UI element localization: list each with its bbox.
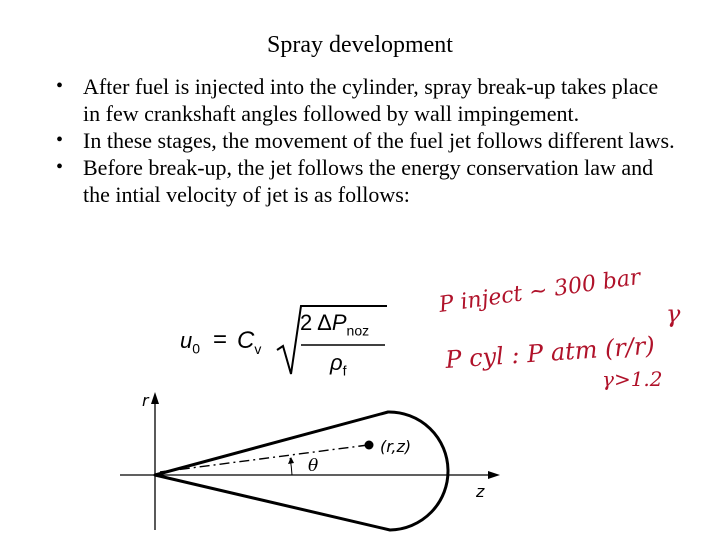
angle-label: θ xyxy=(308,456,319,476)
z-axis-label: z xyxy=(476,482,485,501)
point-label: (r,z) xyxy=(380,437,412,456)
bullet-dot-icon: • xyxy=(56,129,64,151)
bullet-dot-icon: • xyxy=(56,156,64,178)
spray-outline xyxy=(155,412,448,530)
angle-arrow-icon xyxy=(288,457,294,464)
bullet-text: Before break-up, the jet follows the energy conservation law and the intial velocity of jet is as follows: xyxy=(83,155,654,207)
z-axis-arrow-icon xyxy=(488,471,500,479)
formula-numerator: 2 $\Delta P_{noz}$ xyxy=(300,310,370,339)
bullet-text: In these stages, the movement of the fuel jet follows different laws. xyxy=(83,128,675,153)
formula-equals: = xyxy=(213,326,228,353)
formula-lhs: $u_0$ xyxy=(180,328,201,357)
handwritten-note-1: P inject ~ 300 bar xyxy=(437,264,642,318)
handwritten-notes xyxy=(436,265,681,391)
handwritten-note-1-tail: γ xyxy=(666,300,681,328)
r-axis-label: r xyxy=(142,391,149,410)
point-marker-icon xyxy=(365,441,374,450)
handwritten-note-2: P cyl : P atm (r/r) xyxy=(444,331,656,374)
handwritten-note-3: γ>1.2 xyxy=(602,367,663,391)
formula-coefficient: $C_v$ xyxy=(237,327,262,357)
bullet-text: After fuel is injected into the cylinder, spray break-up takes place in few crankshaft angles followed by wall impingement. xyxy=(83,74,659,126)
spray-diagram xyxy=(120,391,500,530)
slide-title: Spray development xyxy=(267,32,453,58)
spray-ray xyxy=(160,445,368,472)
r-axis-arrow-icon xyxy=(151,392,159,404)
formula-denominator: $\rho_f$ xyxy=(330,350,347,379)
bullet-dot-icon: • xyxy=(56,75,64,97)
